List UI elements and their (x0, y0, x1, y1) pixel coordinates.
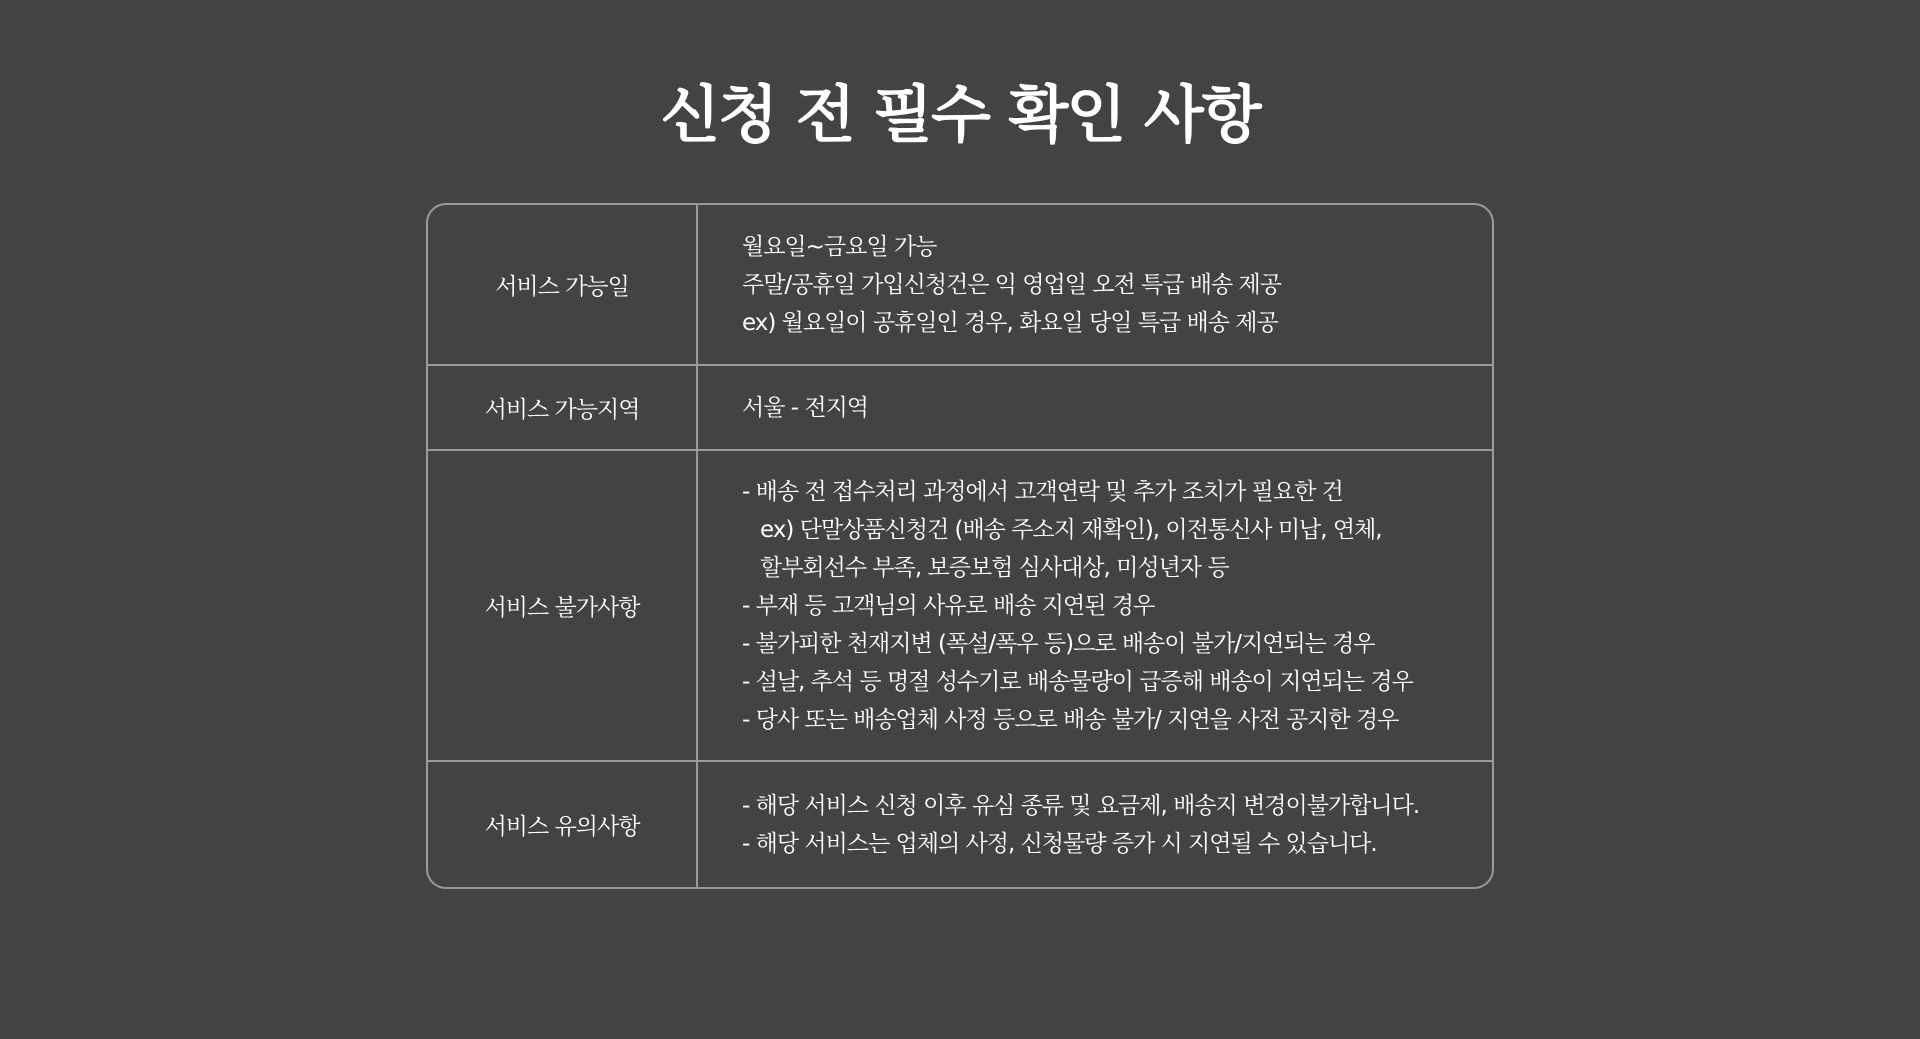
table-row (428, 449, 1492, 760)
row-content (698, 451, 1492, 760)
info-table (426, 203, 1494, 889)
row-label: 서비스 가능일 (428, 205, 698, 364)
row-label: 서비스 불가사항 (428, 451, 698, 760)
row-label: 서비스 유의사항 (428, 762, 698, 887)
row-content (698, 366, 1492, 449)
content-line: 주말/공휴일 가입신청건은 익 영업일 오전 특급 배송 제공 (742, 271, 1281, 298)
content-line: - 설날, 추석 등 명절 성수기로 배송물량이 급증해 배송이 지연되는 경우 (742, 668, 1413, 695)
content-line: - 해당 서비스는 업체의 사정, 신청물량 증가 시 지연될 수 있습니다. (742, 830, 1377, 857)
content-line: 서울 - 전지역 (742, 394, 869, 421)
content-line: 월요일~금요일 가능 (742, 233, 937, 260)
content-line: - 당사 또는 배송업체 사정 등으로 배송 불가/ 지연을 사전 공지한 경우 (742, 706, 1399, 733)
page-title: 신청 전 필수 확인 사항 (660, 78, 1260, 151)
content-line: ex) 단말상품신청건 (배송 주소지 재확인), 이전통신사 미납, 연체, (760, 516, 1382, 543)
content-line: - 부재 등 고객님의 사유로 배송 지연된 경우 (742, 592, 1155, 619)
content-line: - 해당 서비스 신청 이후 유심 종류 및 요금제, 배송지 변경이불가합니다. (742, 792, 1420, 819)
table-row (428, 364, 1492, 449)
content-line: 할부회선수 부족, 보증보험 심사대상, 미성년자 등 (760, 554, 1229, 581)
row-content (698, 205, 1492, 364)
table-row (428, 760, 1492, 887)
table-row (428, 205, 1492, 364)
content-line: - 불가피한 천재지변 (폭설/폭우 등)으로 배송이 불가/지연되는 경우 (742, 630, 1375, 657)
row-label: 서비스 가능지역 (428, 366, 698, 449)
content-line: ex) 월요일이 공휴일인 경우, 화요일 당일 특급 배송 제공 (742, 309, 1278, 336)
content-line: - 배송 전 접수처리 과정에서 고객연락 및 추가 조치가 필요한 건 (742, 478, 1343, 505)
row-content (698, 762, 1492, 887)
